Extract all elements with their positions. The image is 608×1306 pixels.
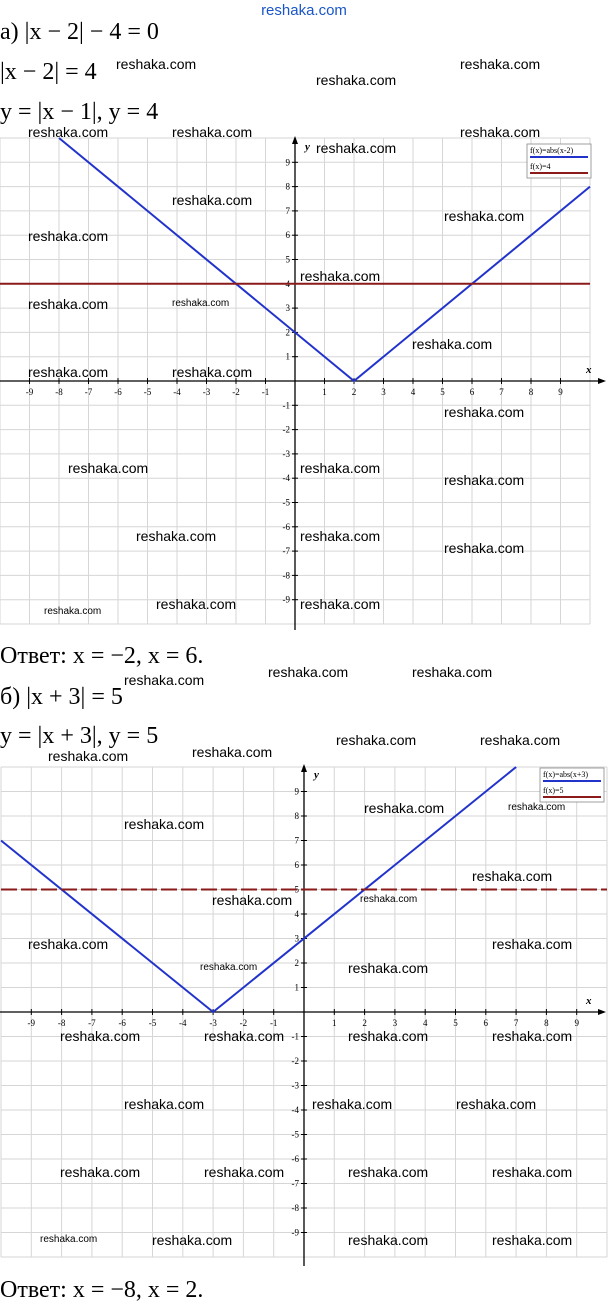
- watermark: reshaka.com: [28, 936, 109, 952]
- y-axis-label: y: [305, 141, 310, 153]
- y-tick-label: -2: [291, 1056, 299, 1066]
- y-tick-label: -8: [282, 570, 290, 581]
- y-tick-label: -3: [291, 1080, 299, 1091]
- watermark: reshaka.com: [336, 732, 417, 748]
- y-tick-label: -7: [282, 546, 290, 557]
- y-tick-label: -1: [282, 400, 290, 411]
- chart-b: [0, 762, 608, 1266]
- watermark: reshaka.com: [472, 868, 553, 884]
- watermark: reshaka.com: [444, 472, 525, 488]
- watermark: reshaka.com: [312, 1096, 393, 1112]
- x-tick-label: 8: [544, 1018, 549, 1028]
- x-axis-arrow: [598, 378, 606, 384]
- watermark: reshaka.com: [192, 744, 273, 760]
- y-tick-label: -8: [291, 1203, 299, 1213]
- x-tick-label: -4: [173, 387, 181, 397]
- watermark: reshaka.com: [136, 528, 217, 544]
- x-tick-label: 7: [499, 387, 504, 397]
- watermark: reshaka.com: [444, 540, 525, 556]
- watermark: reshaka.com: [300, 460, 381, 476]
- watermark: reshaka.com: [172, 192, 253, 208]
- x-tick-label: -7: [84, 387, 93, 397]
- watermark: reshaka.com: [172, 124, 253, 140]
- x-tick-label: 5: [440, 387, 445, 397]
- x-tick-label: 1: [332, 1018, 337, 1028]
- x-axis-arrow: [598, 1009, 606, 1015]
- part-b-answer: Ответ: x = −8, x = 2.: [0, 1277, 204, 1303]
- watermark: reshaka.com: [156, 596, 237, 612]
- y-tick-label: 8: [285, 181, 290, 192]
- watermark: reshaka.com: [204, 1028, 285, 1044]
- watermark: reshaka.com: [300, 528, 381, 544]
- watermark: reshaka.com: [316, 72, 397, 88]
- x-tick-label: 2: [351, 387, 357, 397]
- y-tick-label: -4: [282, 473, 290, 484]
- watermark: reshaka.com: [300, 596, 381, 612]
- x-tick-label: 9: [574, 1018, 579, 1028]
- legend-entry: f(x)=abs(x-2): [530, 146, 574, 155]
- watermark: reshaka.com: [268, 664, 349, 680]
- y-tick-label: -5: [291, 1129, 299, 1140]
- x-tick-label: 7: [513, 1018, 519, 1028]
- watermark: reshaka.com: [348, 1028, 429, 1044]
- watermark: reshaka.com: [44, 606, 102, 617]
- watermark: reshaka.com: [492, 936, 573, 952]
- legend: [540, 768, 604, 802]
- x-tick-label: -6: [114, 387, 122, 397]
- watermark: reshaka.com: [348, 1232, 429, 1248]
- y-axis-arrow: [292, 136, 298, 144]
- y-tick-label: 3: [285, 303, 290, 314]
- x-tick-label: 5: [453, 1018, 458, 1028]
- x-tick-label: -5: [143, 387, 152, 397]
- y-tick-label: 9: [294, 786, 299, 797]
- x-axis-label: x: [586, 995, 592, 1007]
- y-axis-arrow: [301, 764, 307, 772]
- y-tick-label: 9: [285, 157, 290, 168]
- y-axis-label: y: [314, 769, 319, 781]
- y-tick-label: 8: [294, 811, 299, 821]
- x-tick-label: 6: [469, 387, 475, 397]
- y-tick-label: -1: [291, 1031, 299, 1042]
- x-tick-label: 9: [558, 387, 563, 397]
- watermark: reshaka.com: [204, 1164, 285, 1180]
- y-tick-label: -9: [282, 594, 290, 605]
- watermark: reshaka.com: [480, 732, 561, 748]
- x-tick-label: 2: [362, 1018, 367, 1028]
- watermark: reshaka.com: [172, 298, 230, 309]
- watermark: reshaka.com: [124, 1096, 205, 1112]
- legend: [527, 144, 591, 178]
- part-a-step: |x − 2| = 4: [0, 59, 97, 85]
- part-b-functions: y = |x + 3|, y = 5: [0, 723, 159, 749]
- watermark: reshaka.com: [412, 664, 493, 680]
- legend-entry: f(x)=5: [543, 786, 564, 795]
- x-tick-label: -3: [202, 387, 211, 397]
- x-tick-label: 4: [410, 387, 416, 397]
- part-a-equation: а) |x − 2| − 4 = 0: [0, 19, 159, 45]
- x-tick-label: -8: [57, 1018, 66, 1028]
- x-tick-label: 3: [392, 1018, 398, 1028]
- watermark: reshaka.com: [460, 124, 541, 140]
- legend-entry: f(x)=4: [530, 162, 551, 171]
- watermark: reshaka.com: [444, 208, 525, 224]
- y-tick-label: -6: [282, 521, 290, 532]
- x-tick-label: 3: [381, 387, 386, 397]
- watermark: reshaka.com: [116, 56, 197, 72]
- watermark: reshaka.com: [492, 1232, 573, 1248]
- x-tick-label: -1: [261, 387, 270, 397]
- y-tick-label: -5: [282, 497, 290, 508]
- y-tick-label: 4: [285, 278, 290, 289]
- x-tick-label: -1: [269, 1018, 278, 1028]
- y-tick-label: 6: [294, 860, 299, 870]
- x-tick-label: -2: [239, 1018, 248, 1028]
- watermark: reshaka.com: [300, 268, 381, 284]
- x-axis-label: x: [586, 364, 592, 376]
- y-tick-label: 4: [294, 909, 299, 919]
- y-tick-label: 1: [294, 982, 299, 993]
- watermark: reshaka.com: [364, 800, 445, 816]
- x-tick-label: 4: [422, 1018, 428, 1028]
- x-tick-label: 1: [322, 387, 327, 397]
- watermark: reshaka.com: [60, 1028, 141, 1044]
- y-tick-label: -3: [282, 448, 290, 459]
- watermark: reshaka.com: [48, 748, 129, 764]
- y-tick-label: -2: [282, 424, 290, 435]
- site-title[interactable]: reshaka.com: [261, 2, 347, 19]
- y-tick-label: 2: [285, 327, 290, 338]
- watermark: reshaka.com: [60, 1164, 141, 1180]
- watermark: reshaka.com: [212, 892, 293, 908]
- watermark: reshaka.com: [172, 364, 253, 380]
- watermark: reshaka.com: [460, 56, 541, 72]
- y-tick-label: 7: [285, 205, 290, 216]
- x-tick-label: 6: [483, 1018, 489, 1028]
- x-tick-label: -7: [88, 1018, 96, 1028]
- y-tick-label: 3: [294, 933, 299, 944]
- y-tick-label: 7: [294, 835, 299, 846]
- y-tick-label: -7: [291, 1178, 299, 1189]
- y-tick-label: 6: [285, 230, 290, 241]
- y-tick-label: 5: [285, 254, 290, 265]
- part-a-functions: y = |x − 1|, y = 4: [0, 99, 159, 125]
- y-tick-label: 1: [285, 351, 290, 362]
- x-tick-label: -5: [148, 1018, 157, 1028]
- x-tick-label: -2: [232, 387, 240, 397]
- watermark: reshaka.com: [508, 802, 566, 813]
- watermark: reshaka.com: [68, 460, 149, 476]
- x-tick-label: 8: [528, 387, 534, 397]
- watermark: reshaka.com: [456, 1096, 537, 1112]
- watermark: reshaka.com: [412, 336, 493, 352]
- watermark: reshaka.com: [28, 364, 109, 380]
- y-tick-label: -6: [291, 1154, 299, 1164]
- x-tick-label: -6: [118, 1018, 126, 1028]
- x-tick-label: -8: [55, 387, 63, 397]
- part-a-answer: Ответ: x = −2, x = 6.: [0, 643, 204, 669]
- y-tick-label: 2: [294, 958, 299, 968]
- watermark: reshaka.com: [492, 1028, 573, 1044]
- watermark: reshaka.com: [348, 960, 429, 976]
- y-tick-label: -4: [291, 1105, 299, 1115]
- watermark: reshaka.com: [444, 404, 525, 420]
- watermark: reshaka.com: [40, 1234, 98, 1245]
- x-tick-label: -4: [179, 1018, 187, 1028]
- watermark: reshaka.com: [28, 124, 109, 140]
- part-b-equation: б) |x + 3| = 5: [0, 684, 123, 710]
- watermark: reshaka.com: [28, 228, 109, 244]
- watermark: reshaka.com: [28, 296, 109, 312]
- x-tick-label: -9: [27, 1018, 36, 1028]
- watermark: reshaka.com: [360, 894, 418, 905]
- watermark: reshaka.com: [200, 962, 258, 973]
- watermark: reshaka.com: [124, 672, 205, 688]
- x-tick-label: -3: [209, 1018, 217, 1028]
- watermark: reshaka.com: [124, 816, 205, 832]
- watermark: reshaka.com: [348, 1164, 429, 1180]
- watermark: reshaka.com: [492, 1164, 573, 1180]
- watermark: reshaka.com: [152, 1232, 233, 1248]
- x-tick-label: -9: [25, 387, 34, 397]
- y-tick-label: -9: [291, 1227, 299, 1238]
- y-tick-label: 5: [294, 884, 299, 895]
- legend-entry: f(x)=abs(x+3): [543, 770, 589, 779]
- watermark: reshaka.com: [316, 140, 397, 156]
